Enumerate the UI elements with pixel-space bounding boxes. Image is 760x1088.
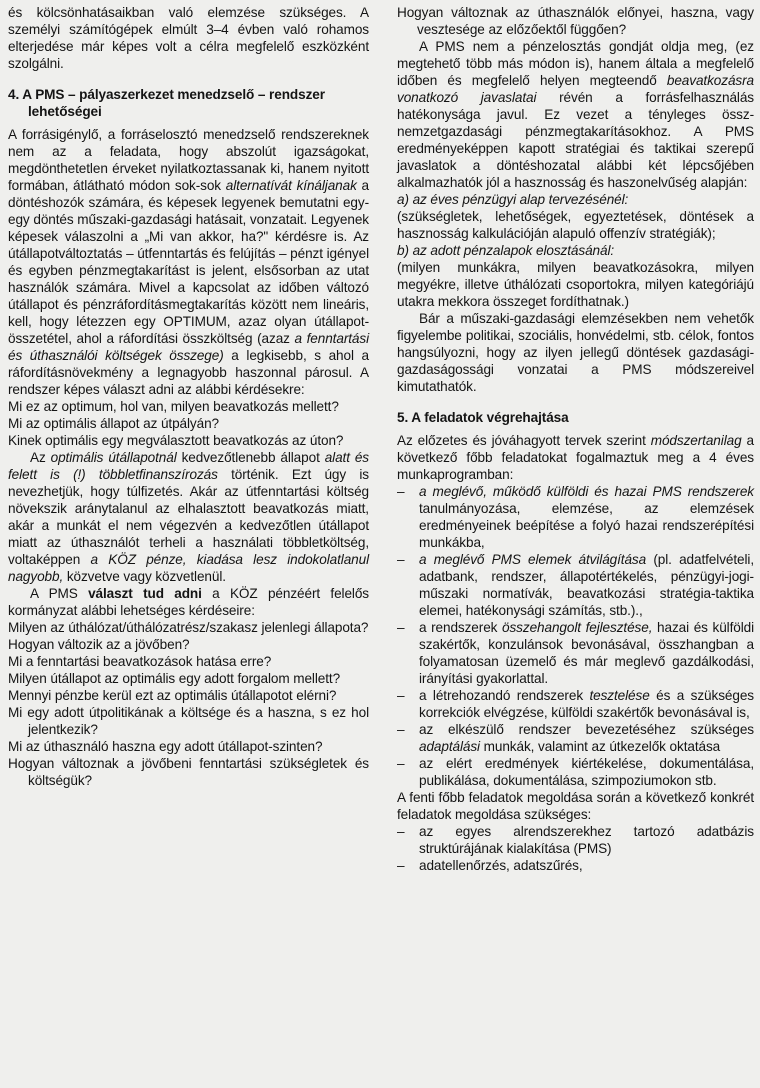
p2-emphasis-overfinancing: alatt és felett is (!) többletfinanszírozás: [8, 450, 370, 482]
gov-question-2: Hogyan változik az a jövőben?: [8, 637, 190, 652]
task-text: tanulmányozása, elemzése, az elemzések eredményeinek beépítése a folyó hazai rendszerépítési munkákba,: [419, 501, 754, 550]
subtask-text: az egyes alrendszerekhez tartozó adatbázis struktúrájának kialakítása (PMS): [419, 824, 754, 856]
p4-emphasis-proposals: beavatkozásra vonatkozó javaslatai: [397, 73, 754, 105]
item-b-label: b) az adott pénzalapok elosztásánál:: [397, 243, 615, 258]
p6-emphasis-methodology: módszertanilag: [650, 433, 742, 448]
task-item: [397, 721, 754, 755]
question-1: Mi ez az optimum, hol van, milyen beavatkozás mellett?: [8, 399, 339, 414]
p2-text-c: kedvezőtlenebb állapot: [176, 450, 325, 465]
task-text: az elkészülő rendszer bevezetéséhez szükséges: [419, 722, 754, 737]
question-3: Kinek optimális egy megválasztott beavatkozás az úton?: [8, 433, 344, 448]
task-text: (pl. adatfelvételi, adatbank, rendszer, állapotértékelés, pénzügyi-jogi-műszaki normatívák, beavatkozási stratégia-taktika elemei, hatékonysági számítás, stb.).,: [419, 552, 755, 618]
p2-emphasis-optimal: optimális útállapotnál: [50, 450, 177, 465]
p2-text-g: közvetve vagy közvetlenül.: [63, 569, 226, 584]
gov-question-6: Mi egy adott útpolitikának a költsége és a haszna, s ez hol jelentkezik?: [8, 705, 369, 737]
task-emphasis: adaptálási: [419, 739, 480, 754]
task-emphasis: a meglévő PMS elemek átvilágítása: [419, 552, 647, 567]
task-emphasis: tesztelése: [589, 688, 650, 703]
p6-text-a: Az előzetes és jóváhagyott tervek szerint: [397, 433, 651, 448]
paragraph-4: [397, 38, 754, 191]
task-item: [397, 755, 754, 789]
task-text: az elért eredmények kiértékelése, dokumentálása, publikálása, dokumentálása, szimpoziumokon stb.: [419, 756, 754, 788]
p1-text-e: a legkisebb, s ahol a ráfordításnövekmény a legnagyobb haszonnal párosul. A rendszer képes választ adni az alábbi kérdésekre:: [8, 348, 370, 397]
p2-text-a: Az: [30, 450, 51, 465]
paragraph-3: [8, 585, 369, 619]
p4-text-a: A PMS nem a pénzelosztás gondját oldja meg, (ez megtehető több más módon is), hanem általa a megfelelő időben és megfelelő helyen megteendő: [397, 39, 754, 88]
task-text: a rendszerek: [419, 620, 503, 635]
p3-text-a: A PMS: [30, 586, 89, 601]
task-text: és a szükséges korrekciók elvégzése, külföldi szakértők bevonásával is,: [419, 688, 754, 720]
gov-question-5: Mennyi pénzbe kerül ezt az optimális útállapotot elérni?: [8, 688, 337, 703]
task-item: [397, 551, 754, 619]
item-a-label: a) az éves pénzügyi alap tervezésénél:: [397, 192, 629, 207]
task-emphasis: a meglévő, működő külföldi és hazai PMS rendszerek: [419, 484, 754, 499]
p1-text-c: a döntéshozók számára, és képesek legyenek bemutatni egy-egy döntés műszaki-gazdasági hatásait, vonzatait. Legyenek képesek válaszolni a „Mi van akkor, ha?" kérdésre is. Az útállapotváltoztatás – útfenntartás és felújítás – pénzt igényel és egyben pénzmegtakarítást is jelent, elsősorban az utat használók számára. Mivel a kapcsolat az időben változó útállapot és pénzráfordításmegtakarítás között nem lineáris, kell, hogy létezzen egy OPTIMUM, azaz olyan útállapot-összetétel, ahol a ráfordítási összköltség (azaz: [8, 178, 369, 346]
subtask-text: adatellenőrzés, adatszűrés,: [419, 858, 583, 873]
subtask-item: [397, 823, 754, 857]
dash-bullet: –: [397, 824, 405, 839]
p2-text-e: történik. Ezt úgy is nevezhetjük, hogy túlfizetés. Akár az útfenntartási költség növekszik aránytalanul az elhalasztott beavatkozás miatt, akár a munkát el nem végezvén a kedvezőtlen útállapot miatt az úthasználót terheli a használati többletköltség, voltaképpen: [8, 467, 369, 567]
p4-text-c: révén a forrásfelhasználás hatékonysága javul. Ez vezet a tényleges össz-nemzetgazdasági pénzmegtakarításokhoz. A PMS eredményeképpen kapott stratégiai és taktikai szerepű javaslatok a döntéshozatal alábbi két lépcsőjében alkalmazhatók jól a hasznosság és haszonelvűség alapján:: [397, 90, 754, 190]
paragraph-1: [8, 126, 369, 398]
task-text: munkák, valamint az útkezelők oktatása: [479, 739, 721, 754]
p1-emphasis-costs: a fenntartási és úthasználói költségek összege): [8, 331, 369, 363]
dash-bullet: –: [397, 858, 405, 873]
paragraph-2: [8, 449, 369, 585]
task-item: [397, 483, 754, 551]
question-continued: Hogyan változnak az úthasználók előnyei, haszna, vagy vesztesége az előzőektől függően?: [397, 5, 754, 37]
gov-question-8: Hogyan változnak a jövőbeni fenntartási szükségletek és költségük?: [8, 756, 369, 788]
dash-bullet: –: [397, 484, 405, 499]
gov-question-1: Milyen az úthálózat/úthálózatrész/szakasz jelenlegi állapota?: [8, 620, 369, 635]
task-item: [397, 619, 754, 687]
p2-emphasis-public-money: a KÖZ pénze, kiadása lesz indokolatlanul nagyobb,: [8, 552, 369, 584]
p3-text-c: a KÖZ pénzéért felelős kormányzat alábbi lehetséges kérdéseire:: [8, 586, 369, 618]
gov-question-3: Mi a fenntartási beavatkozások hatása erre?: [8, 654, 272, 669]
paragraph-6: [397, 432, 754, 483]
dash-bullet: –: [397, 552, 405, 567]
question-2: Mi az optimális állapot az útpályán?: [8, 416, 219, 431]
item-b-text: (milyen munkákra, milyen beavatkozásokra, milyen megyékre, illetve úthálózati csoportokra, milyen kategóriájú utakra mekkora összeget fordíthatnak.): [397, 260, 754, 309]
task-text: a létrehozandó rendszerek: [419, 688, 590, 703]
task-item: [397, 687, 754, 721]
p6-text-c: a következő főbb feladatokat fogalmaztuk meg a 4 éves munkaprogramban:: [397, 433, 754, 482]
dash-bullet: –: [397, 688, 405, 703]
p1-emphasis-alternatives: alternatívát kínáljanak: [225, 178, 357, 193]
dash-bullet: –: [397, 722, 405, 737]
paragraph-5: Bár a műszaki-gazdasági elemzésekben nem vehetők figyelembe politikai, szociális, honvédelmi, stb. célok, fontos hangsúlyozni, hogy az ilyen jellegű döntések gazdasági-gazdaságossági vonzatai a PMS módszereivel kimutathatók.: [397, 311, 754, 394]
left-column: [8, 4, 369, 789]
section-5-heading: 5. A feladatok végrehajtása: [397, 410, 569, 425]
paragraph-7: A fenti főbb feladatok megoldása során a következő konkrét feladatok megoldása szükséges:: [397, 790, 754, 822]
right-column: [397, 4, 754, 874]
dash-bullet: –: [397, 620, 405, 635]
subtask-item: [397, 857, 754, 874]
task-text: hazai és külföldi szakértők, konzulánsok bevonásával, összhangban a folyamatosan üzemelő és már meglevő gazdálkodási, irányítási gyakorlattal.: [419, 620, 755, 686]
item-a-text: (szükségletek, lehetőségek, egyeztetések, döntések a hasznosság kalkulációján alapuló offenzív stratégiák);: [397, 209, 754, 241]
section-4-heading: 4. A PMS – pályaszerkezet menedzselő – rendszer lehetőségei: [8, 87, 325, 119]
intro-paragraph: és kölcsönhatásaikban való elemzése szükséges. A személyi számítógépek elmúlt 3–4 évben való rohamos elterjedése már képes volt a célra megfelelő eszközként szolgálni.: [8, 5, 369, 71]
dash-bullet: –: [397, 756, 405, 771]
gov-question-4: Milyen útállapot az optimális egy adott forgalom mellett?: [8, 671, 341, 686]
gov-question-7: Mi az úthasználó haszna egy adott útállapot-szinten?: [8, 739, 323, 754]
task-emphasis: összehangolt fejlesztése,: [502, 620, 653, 635]
p3-emphasis-answer: választ tud adni: [88, 586, 202, 601]
p1-text-a: A forrásigénylő, a forráselosztó menedzselő rendszereknek nem az a feladata, hogy abszolút igazságokat, megdönthetetlen érveket nyilatkoztassanak ki, hanem nyitott formában, átlátható módon sok-sok: [8, 127, 369, 193]
